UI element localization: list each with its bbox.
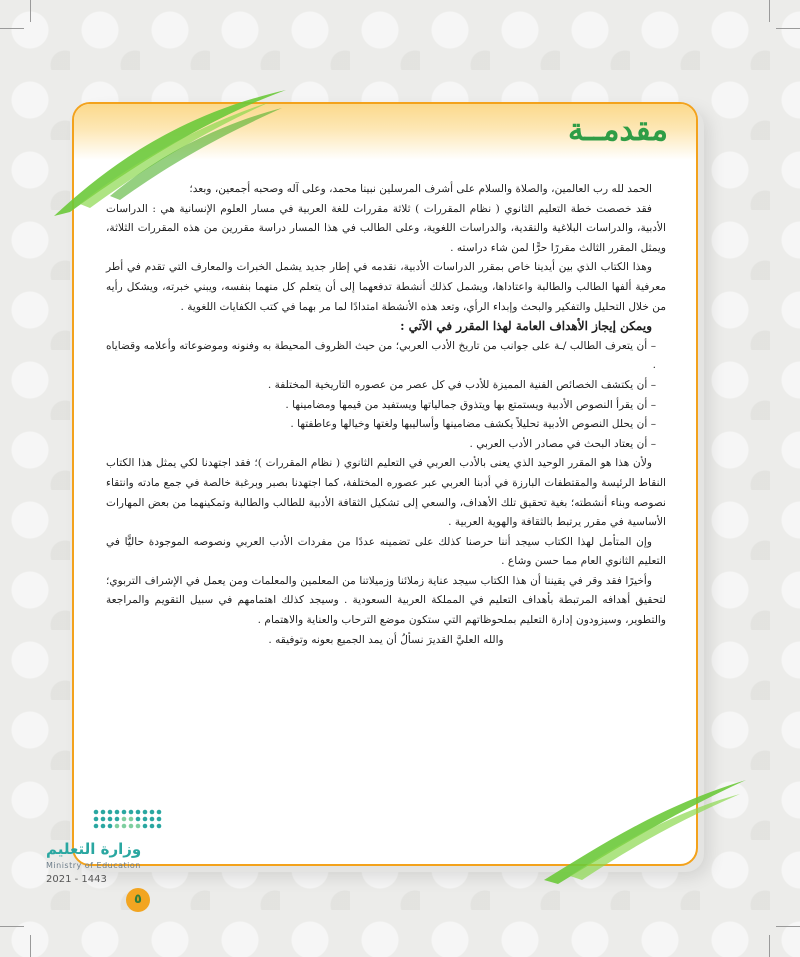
introduction-text — [106, 180, 666, 650]
green-brush-streak-bottom — [540, 776, 750, 886]
goal-item: – أن يقرأ النصوص الأدبية ويستمتع بها ويتذوق جمالياتها ويستفيد من قيمها ومضامينها . — [106, 396, 656, 416]
crop-mark — [30, 0, 31, 22]
paragraph-book: وهذا الكتاب الذي بين أيدينا خاص بمقرر الدراسات الأدبية، نقدمه في إطار جديد يشمل الخبرات والمعارف التي تقدم في أطر معرفية ألفها الطالب والطالبة واعتاداها، ويشمل كذلك أنشطة تدفعهما إلى أن يتعلم كل منهما بنفسه، ويبني خبرته، ويشكل رأيه من خلال التحليل والتفكير والبحث وإبداء الرأي، وتعد هذه الأنشطة امتدادًا لما مر بهما في كتب الكفايات اللغوية . — [106, 261, 666, 313]
goal-item: – أن يعتاد البحث في مصادر الأدب العربي . — [106, 435, 656, 455]
ministry-logo — [46, 806, 186, 896]
crop-mark — [0, 926, 24, 927]
goals-title: ويمكن إيجاز الأهداف العامة لهذا المقرر في الآتي : — [400, 319, 652, 334]
ministry-logo-dots-icon — [90, 806, 170, 836]
paragraph-courses: فقد خصصت خطة التعليم الثانوي ( نظام المقررات ) ثلاثة مقررات للغة العربية في مسار العلوم الإنسانية هي : الدراسات الأدبية، والدراسات البلاغية والنقدية، والدراسات اللغوية، وعلى الطالب في هذا المسار دراسة مقررين من هذه المقررات الثلاثة، ويمثل المقرر الثالث مقررًا حرًّا لمن شاء دراسته . — [106, 202, 666, 254]
ministry-name-arabic: وزارة التعليم — [46, 840, 142, 858]
ministry-name-english: Ministry of Education — [46, 861, 141, 870]
goals-list — [106, 337, 666, 455]
goal-item: – أن يكتشف الخصائص الفنية المميزة للأدب في كل عصر من عصوره التاريخية المختلفة . — [106, 376, 656, 396]
paragraph-final: وأخيرًا فقد وقر في يقيننا أن هذا الكتاب سيجد عناية زملائنا وزميلاتنا من المعلمين والمعلمات ومن يعمل في الإشراف التربوي؛ لتحقيق أهدافه المرتبطة بأهداف التعليم في المملكة العربية السعودية . وسيجد كذلك اهتمامهم في سبيل التقويم والمراجعة والتطوير، وسيزودون إدارة التعليم بملحوظاتهم التي ستكون موضع الترحاب والعناية والاهتمام . — [106, 574, 666, 627]
crop-mark — [769, 0, 770, 22]
crop-mark — [776, 28, 800, 29]
goal-item: – أن يتعرف الطالب /ـة على جوانب من تاريخ الأدب العربي؛ من حيث الظروف المحيطة به وفنونه وموضوعاته وأعلامه وقضاياه . — [106, 337, 656, 376]
edition-year: 2021 - 1443 — [46, 874, 107, 885]
crop-mark — [0, 28, 24, 29]
crop-mark — [769, 935, 770, 957]
page-title: مقدمــة — [568, 112, 668, 148]
crop-mark — [30, 935, 31, 957]
green-brush-streak-top — [50, 84, 290, 224]
paragraph-content: وإن المتأمل لهذا الكتاب سيجد أننا حرصنا كذلك على تضمينه عددًا من مفردات الأدب العربي ونصوصه الموجودة حاليًّا في التعليم الثانوي العام مما حسن وشاع . — [106, 535, 666, 568]
closing-prayer: والله العليَّ القديرَ نسألُ أن يمد الجميع بعونه وتوفيقه . — [268, 633, 504, 646]
goal-item: – أن يحلل النصوص الأدبية تحليلاً يكشف مضامينها وأساليبها ولغتها وخيالها وعاطفتها . — [106, 415, 656, 435]
crop-mark — [776, 926, 800, 927]
paragraph-effort: ولأن هذا هو المقرر الوحيد الذي يعنى بالأدب العربي في التعليم الثانوي ( نظام المقررات )؛ فقد اجتهدنا لكي يمثل هذا الكتاب النقاط الرئيسة والمقتطفات البارزة في أدبنا العربي عبر عصوره المختلفة، كما اجتهدنا بصبر وبرغبة خالصة في جمع مادته وانتقاء نصوصه وبناء أنشطته؛ بغية تحقيق تلك الأهداف، والسعي إلى تشكيل الثقافة الأدبية للطالب والطالبة وتمكينهما من بعض المهارات الأساسية في مقرر يرتبط بالثقافة والهوية العربية . — [106, 457, 666, 529]
paragraph-opening: الحمد لله رب العالمين، والصلاة والسلام على أشرف المرسلين نبينا محمد، وعلى آله وصحبه أجمعين، وبعد؛ — [189, 183, 652, 195]
page-number: ٥ — [126, 888, 150, 912]
